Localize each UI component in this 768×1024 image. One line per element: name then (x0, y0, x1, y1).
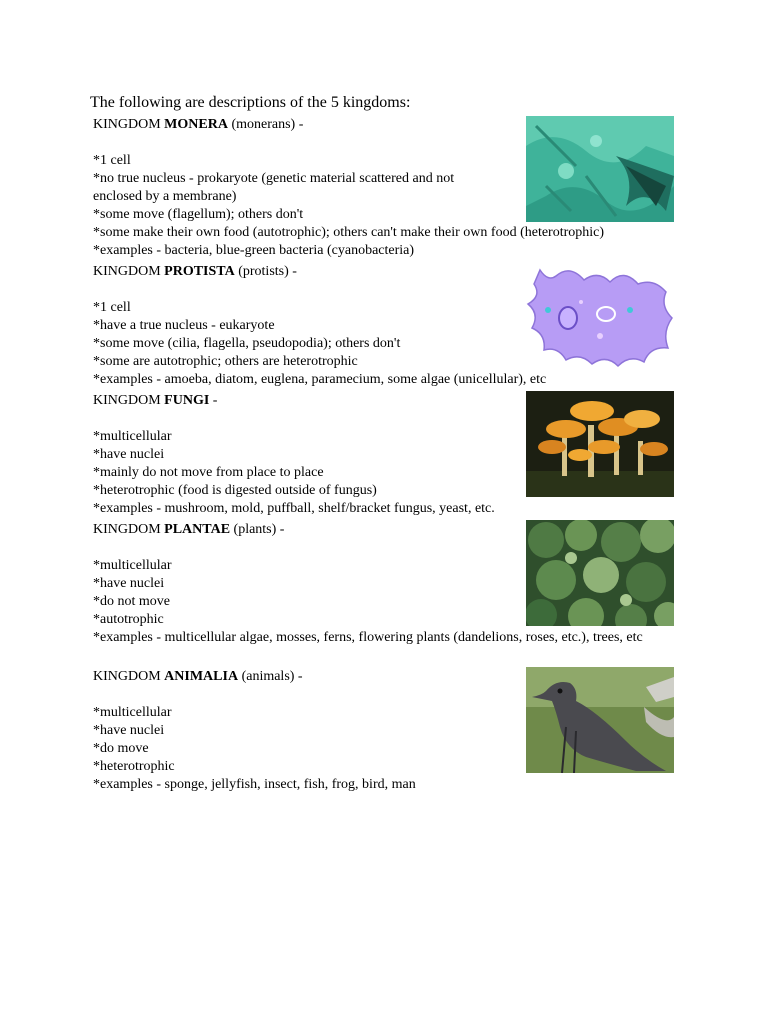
trait-line: *do move (93, 741, 149, 756)
trait-line: *some move (flagellum); others don't (93, 207, 304, 222)
trait-line: *mainly do not move from place to place (93, 465, 324, 480)
trait-line: *1 cell (93, 153, 131, 168)
trait-line: *some move (cilia, flagella, pseudopodia); others don't (93, 336, 401, 351)
trait-line: *multicellular (93, 558, 172, 573)
trait-line: *multicellular (93, 705, 172, 720)
kingdom-name: MONERA (164, 117, 228, 132)
trait-line: *multicellular (93, 429, 172, 444)
heading-prefix: KINGDOM (93, 264, 165, 279)
kingdom-name: FUNGI (164, 393, 210, 408)
heading-suffix: (animals) - (238, 669, 303, 684)
document-title: The following are descriptions of the 5 kingdoms: (90, 94, 411, 111)
kingdom-name: PLANTAE (164, 522, 231, 537)
trait-line: *1 cell (93, 300, 131, 315)
kingdom-name: ANIMALIA (164, 669, 239, 684)
trait-line: *examples - bacteria, blue-green bacteria (cyanobacteria) (93, 243, 415, 258)
trait-line: *examples - amoeba, diatom, euglena, paramecium, some algae (unicellular), etc (93, 372, 547, 387)
trait-line: *some are autotrophic; others are heterotrophic (93, 354, 358, 369)
heading-suffix: (protists) - (234, 264, 297, 279)
heading-suffix: (plants) - (230, 522, 285, 537)
heading-prefix: KINGDOM (93, 669, 165, 684)
plant-image (526, 520, 674, 626)
trait-line: *do not move (93, 594, 170, 609)
trait-line: *no true nucleus - prokaryote (genetic material scattered and not (93, 171, 455, 186)
trait-line: *autotrophic (93, 612, 164, 627)
trait-line: *have a true nucleus - eukaryote (93, 318, 275, 333)
trait-line: *examples - mushroom, mold, puffball, shelf/bracket fungus, yeast, etc. (93, 501, 495, 516)
amoeba-image (526, 262, 674, 368)
kingdom-name: PROTISTA (164, 264, 235, 279)
heading-prefix: KINGDOM (93, 393, 165, 408)
trait-line: *heterotrophic (93, 759, 175, 774)
trait-line: *have nuclei (93, 447, 165, 462)
heading-suffix: (monerans) - (227, 117, 304, 132)
mushroom-image (526, 391, 674, 497)
trait-line: *some make their own food (autotrophic); others can't make their own food (heterotrophic) (93, 225, 605, 240)
trait-line: enclosed by a membrane) (93, 189, 237, 204)
heading-suffix: - (209, 393, 218, 408)
trait-line: *heterotrophic (food is digested outside of fungus) (93, 483, 377, 498)
trait-line: *have nuclei (93, 723, 165, 738)
heading-prefix: KINGDOM (93, 117, 165, 132)
trait-line: *examples - sponge, jellyfish, insect, fish, frog, bird, man (93, 777, 416, 792)
bird-image (526, 667, 674, 773)
trait-line: *examples - multicellular algae, mosses, ferns, flowering plants (dandelions, roses, etc.), trees, etc (93, 630, 643, 645)
trait-line: *have nuclei (93, 576, 165, 591)
heading-prefix: KINGDOM (93, 522, 165, 537)
monera-image (526, 116, 674, 222)
